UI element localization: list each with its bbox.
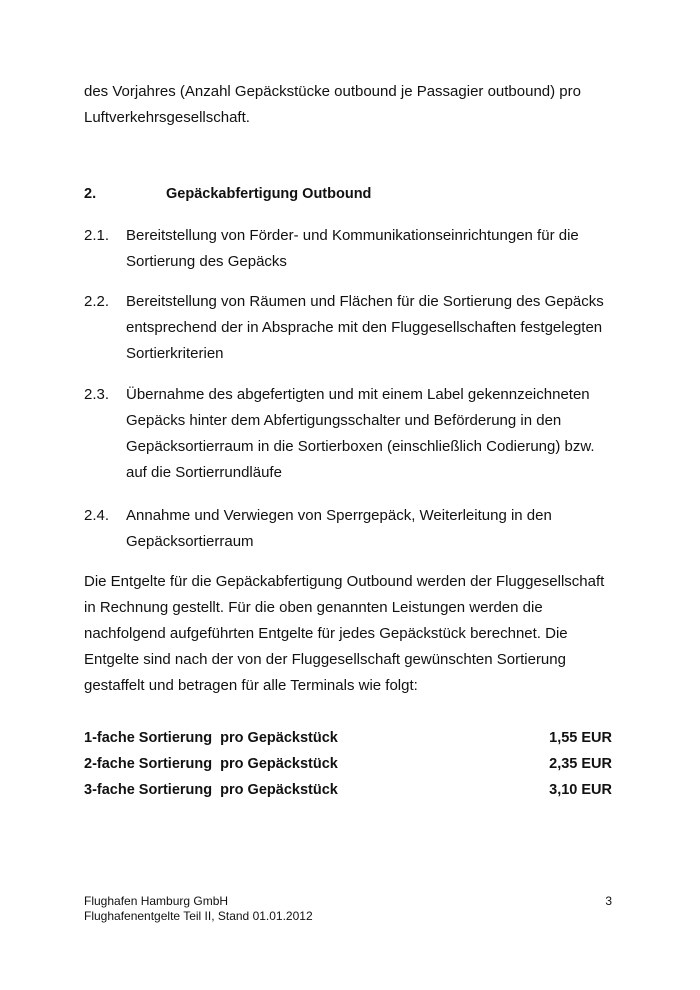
fee-explanation-paragraph bbox=[84, 569, 624, 699]
intro-text bbox=[84, 79, 624, 131]
fee-amount: 2,35 EUR bbox=[549, 756, 612, 772]
intro-line: Luftverkehrsgesellschaft. bbox=[84, 109, 250, 126]
intro-line: des Vorjahres (Anzahl Gepäckstücke outbound je Passagier outbound) pro bbox=[84, 83, 581, 100]
list-item bbox=[84, 382, 624, 486]
item-line: Gepäcksortierraum bbox=[126, 533, 254, 550]
item-line: Annahme und Verwiegen von Sperrgepäck, Weiterleitung in den bbox=[126, 507, 552, 524]
fee-amount: 1,55 EUR bbox=[549, 730, 612, 746]
fee-row bbox=[84, 725, 612, 751]
item-line: Sortierkriterien bbox=[126, 345, 224, 362]
item-line: entsprechend der in Absprache mit den Fluggesellschaften festgelegten bbox=[126, 319, 603, 336]
footer-company: Flughafen Hamburg GmbH bbox=[84, 894, 229, 908]
item-line: Übernahme des abgefertigten und mit einem Label gekennzeichneten bbox=[126, 386, 590, 403]
list-item bbox=[84, 289, 624, 367]
paragraph-line: nachfolgend aufgeführten Entgelte für jedes Gepäckstück berechnet. Die bbox=[84, 625, 568, 642]
item-number: 2.3. bbox=[84, 386, 110, 403]
footer-document: Flughafenentgelte Teil II, Stand 01.01.2012 bbox=[84, 909, 313, 923]
item-number: 2.1. bbox=[84, 227, 110, 244]
paragraph-line: Entgelte sind nach der von der Fluggesellschaft gewünschten Sortierung bbox=[84, 651, 566, 668]
item-number: 2.2. bbox=[84, 293, 110, 310]
item-line: Gepäcksortierraum in die Sortierboxen (einschließlich Codierung) bzw. bbox=[126, 438, 595, 455]
page-footer bbox=[84, 894, 612, 924]
item-line: Gepäcks hinter dem Abfertigungsschalter und Beförderung in den bbox=[126, 412, 562, 429]
fee-row bbox=[84, 751, 612, 777]
section-number: 2. bbox=[84, 186, 97, 202]
page-number: 3 bbox=[605, 894, 612, 908]
fee-row bbox=[84, 777, 612, 803]
section-title: Gepäckabfertigung Outbound bbox=[166, 186, 372, 202]
item-text bbox=[126, 289, 624, 367]
fee-amount: 3,10 EUR bbox=[549, 782, 612, 798]
paragraph-line: in Rechnung gestellt. Für die oben genannten Leistungen werden die bbox=[84, 599, 543, 616]
fee-table bbox=[84, 725, 612, 803]
item-text bbox=[126, 382, 624, 486]
fee-label: 1-fache Sortierung pro Gepäckstück bbox=[84, 730, 338, 746]
list-item bbox=[84, 223, 624, 275]
item-number: 2.4. bbox=[84, 507, 110, 524]
item-text bbox=[126, 223, 624, 275]
item-line: Sortierung des Gepäcks bbox=[126, 253, 287, 270]
list-item bbox=[84, 503, 624, 555]
paragraph-line: Die Entgelte für die Gepäckabfertigung Outbound werden der Fluggesellschaft bbox=[84, 573, 605, 590]
item-text bbox=[126, 503, 624, 555]
section-heading bbox=[84, 181, 371, 207]
item-line: Bereitstellung von Räumen und Flächen für die Sortierung des Gepäcks bbox=[126, 293, 604, 310]
paragraph-line: gestaffelt und betragen für alle Terminals wie folgt: bbox=[84, 677, 418, 694]
item-line: auf die Sortierrundläufe bbox=[126, 464, 282, 481]
item-line: Bereitstellung von Förder- und Kommunikationseinrichtungen für die bbox=[126, 227, 579, 244]
fee-label: 2-fache Sortierung pro Gepäckstück bbox=[84, 756, 338, 772]
fee-label: 3-fache Sortierung pro Gepäckstück bbox=[84, 782, 338, 798]
